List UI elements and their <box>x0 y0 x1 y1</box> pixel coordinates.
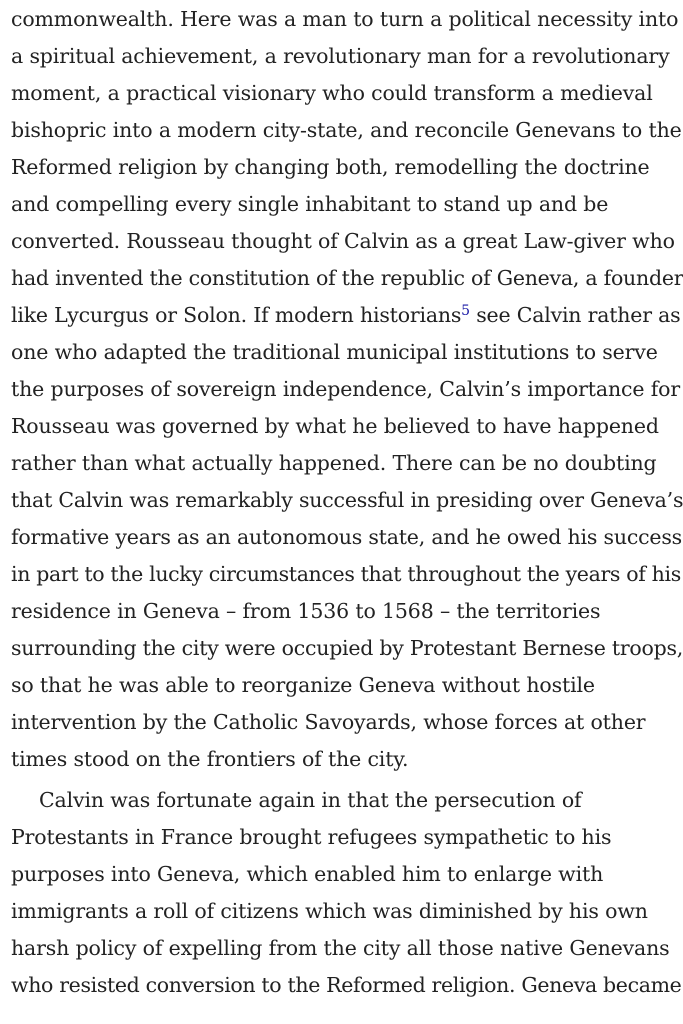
text-line: purposes into Geneva, which enabled him to enlarge with <box>11 862 604 886</box>
text-line: Protestants in France brought refugees sympathetic to his <box>11 825 612 849</box>
text-line: a spiritual achievement, a revolutionary man for a revolutionary <box>11 44 670 68</box>
text-line: commonwealth. Here was a man to turn a political necessity into <box>11 7 679 31</box>
text-line-indented: Calvin was fortunate again in that the persecution of <box>39 788 582 812</box>
text-line: converted. Rousseau thought of Calvin as a great Law-giver who <box>11 229 675 253</box>
text-line: so that he was able to reorganize Geneva without hostile <box>11 673 595 697</box>
text-line: surrounding the city were occupied by Protestant Bernese troops, <box>11 636 683 660</box>
text-line: Reformed religion by changing both, remodelling the doctrine <box>11 155 650 179</box>
text-line: formative years as an autonomous state, and he owed his success <box>11 525 682 549</box>
text-line: intervention by the Catholic Savoyards, whose forces at other <box>11 710 646 734</box>
text-line: harsh policy of expelling from the city all those native Genevans <box>11 936 670 960</box>
text-line: who resisted conversion to the Reformed religion. Geneva became <box>11 973 682 997</box>
text-line: one who adapted the traditional municipal institutions to serve <box>11 340 658 364</box>
text-line: residence in Geneva – from 1536 to 1568 – the territories <box>11 599 601 623</box>
footnote-reference-link[interactable]: 5 <box>461 303 470 319</box>
text-line: bishopric into a modern city-state, and reconcile Genevans to the <box>11 118 682 142</box>
text-line: rather than what actually happened. There can be no doubting <box>11 451 657 475</box>
body-paragraph <box>11 782 683 1004</box>
body-paragraph <box>11 1 683 778</box>
text-line-with-footnote <box>11 297 683 334</box>
text-line: moment, a practical visionary who could transform a medieval <box>11 81 653 105</box>
text-line: immigrants a roll of citizens which was diminished by his own <box>11 899 648 923</box>
text-line: had invented the constitution of the republic of Geneva, a founder <box>11 266 683 290</box>
text-line: the purposes of sovereign independence, Calvin’s importance for <box>11 377 680 401</box>
text-line: and compelling every single inhabitant to stand up and be <box>11 192 609 216</box>
text-line: in part to the lucky circumstances that throughout the years of his <box>11 562 681 586</box>
text-line: times stood on the frontiers of the city. <box>11 747 409 771</box>
text-line: Rousseau was governed by what he believed to have happened <box>11 414 659 438</box>
text-line: that Calvin was remarkably successful in presiding over Geneva’s <box>11 488 683 512</box>
text-segment: like Lycurgus or Solon. If modern historians <box>11 303 462 327</box>
text-segment: see Calvin rather as <box>469 303 681 327</box>
